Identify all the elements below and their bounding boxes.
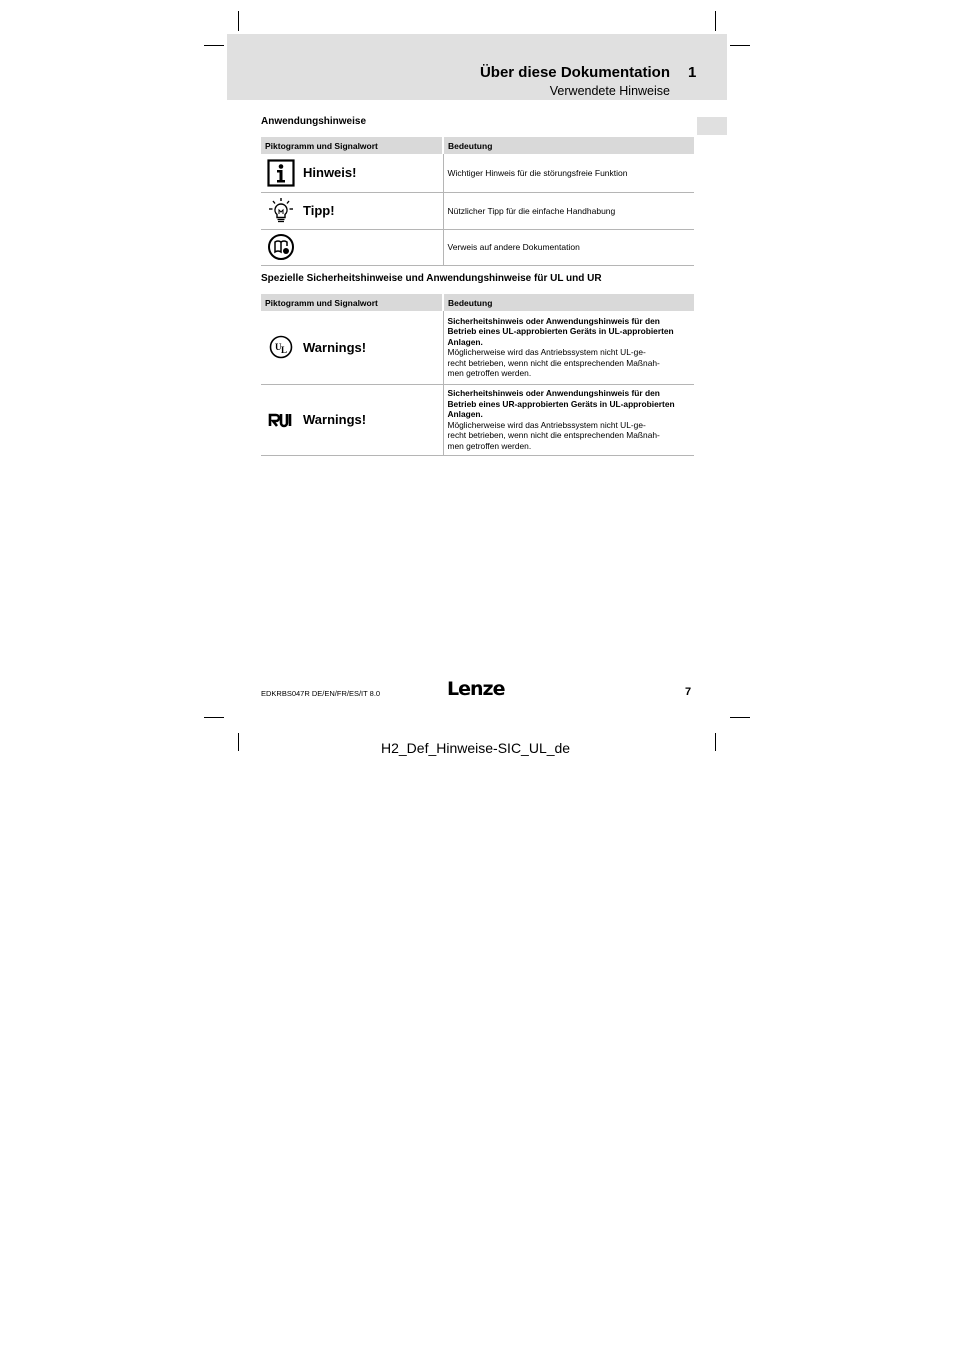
table-row xyxy=(261,384,694,455)
meaning-cell xyxy=(443,384,694,455)
chapter-title: Über diese Dokumentation xyxy=(479,64,670,81)
info-icon xyxy=(263,159,299,187)
source-filename: H2_Def_Hinweise-SIC_UL_de xyxy=(381,740,571,756)
table-row xyxy=(261,229,694,265)
ul-ur-table xyxy=(261,294,694,456)
column-header-pictogram: Piktogramm und Signalwort xyxy=(261,137,443,154)
signal-word: Hinweis! xyxy=(303,165,357,181)
meaning-cell: Nützlicher Tipp für die einfache Handhabung xyxy=(443,192,694,229)
column-header-meaning: Bedeutung xyxy=(443,137,694,154)
ul-mark-icon xyxy=(263,335,299,359)
chapter-subtitle: Verwendete Hinweise xyxy=(549,84,670,98)
signal-word: Tipp! xyxy=(303,203,335,218)
table-header-row xyxy=(261,294,694,311)
meaning-line: recht betrieben, wenn nicht die entsprechenden Maßnah- xyxy=(447,357,660,368)
crop-mark xyxy=(204,45,224,46)
chapter-side-tab xyxy=(697,117,727,135)
pictogram-cell xyxy=(261,384,443,455)
pictogram-cell xyxy=(261,311,443,384)
signal-word: Warnings! xyxy=(303,339,367,355)
pictogram-cell xyxy=(261,192,443,229)
svg-text:L: L xyxy=(281,345,288,356)
lightbulb-icon xyxy=(263,197,299,225)
crop-mark xyxy=(715,733,716,751)
meaning-line: Betrieb eines UR-approbierten Geräts in UL-approbierten xyxy=(447,398,675,409)
section-title-anwendungshinweise: Anwendungshinweise xyxy=(261,116,367,127)
crop-mark xyxy=(730,717,750,718)
column-header-meaning: Bedeutung xyxy=(443,294,694,311)
section-title-ul-ur: Spezielle Sicherheitshinweise und Anwendungshinweise für UL und UR xyxy=(261,273,602,284)
document-code: EDKRBS047R DE/EN/FR/ES/IT 8.0 xyxy=(261,689,381,698)
crop-mark xyxy=(730,45,750,46)
table-row xyxy=(261,154,694,192)
crop-mark xyxy=(204,717,224,718)
meaning-cell xyxy=(443,311,694,384)
ur-mark-icon xyxy=(263,412,299,428)
table-row xyxy=(261,192,694,229)
meaning-cell: Verweis auf andere Dokumentation xyxy=(443,229,694,265)
meaning-line: Betrieb eines UL-approbierten Geräts in UL-approbierten xyxy=(447,326,674,337)
table-row xyxy=(261,311,694,384)
hints-table xyxy=(261,137,694,266)
crop-mark xyxy=(715,11,716,31)
table-header-row xyxy=(261,137,694,154)
meaning-line: Möglicherweise wird das Antriebssystem nicht UL-ge- xyxy=(447,347,646,358)
signal-word: Warnings! xyxy=(303,412,367,427)
reference-icon xyxy=(263,233,299,261)
meaning-line: Anlagen. xyxy=(447,409,483,419)
svg-text:U: U xyxy=(275,342,282,353)
meaning-cell: Wichtiger Hinweis für die störungsfreie Funktion xyxy=(443,154,694,192)
lenze-logo: Lenze xyxy=(447,678,505,700)
meaning-line: men getroffen werden. xyxy=(447,440,532,451)
chapter-number: 1 xyxy=(688,64,697,81)
meaning-line: Sicherheitshinweis oder Anwendungshinweis für den xyxy=(447,388,660,398)
column-header-pictogram: Piktogramm und Signalwort xyxy=(261,294,443,311)
pictogram-cell xyxy=(261,154,443,192)
crop-mark xyxy=(238,733,239,751)
page-number: 7 xyxy=(685,686,692,698)
meaning-line: men getroffen werden. xyxy=(447,368,532,379)
crop-mark xyxy=(238,11,239,31)
meaning-line: Anlagen. xyxy=(447,336,483,347)
meaning-line: Möglicherweise wird das Antriebssystem nicht UL-ge- xyxy=(447,419,646,430)
pictogram-cell xyxy=(261,229,443,265)
meaning-line: Sicherheitshinweis oder Anwendungshinweis für den xyxy=(447,315,660,326)
meaning-line: recht betrieben, wenn nicht die entsprechenden Maßnah- xyxy=(447,430,660,440)
